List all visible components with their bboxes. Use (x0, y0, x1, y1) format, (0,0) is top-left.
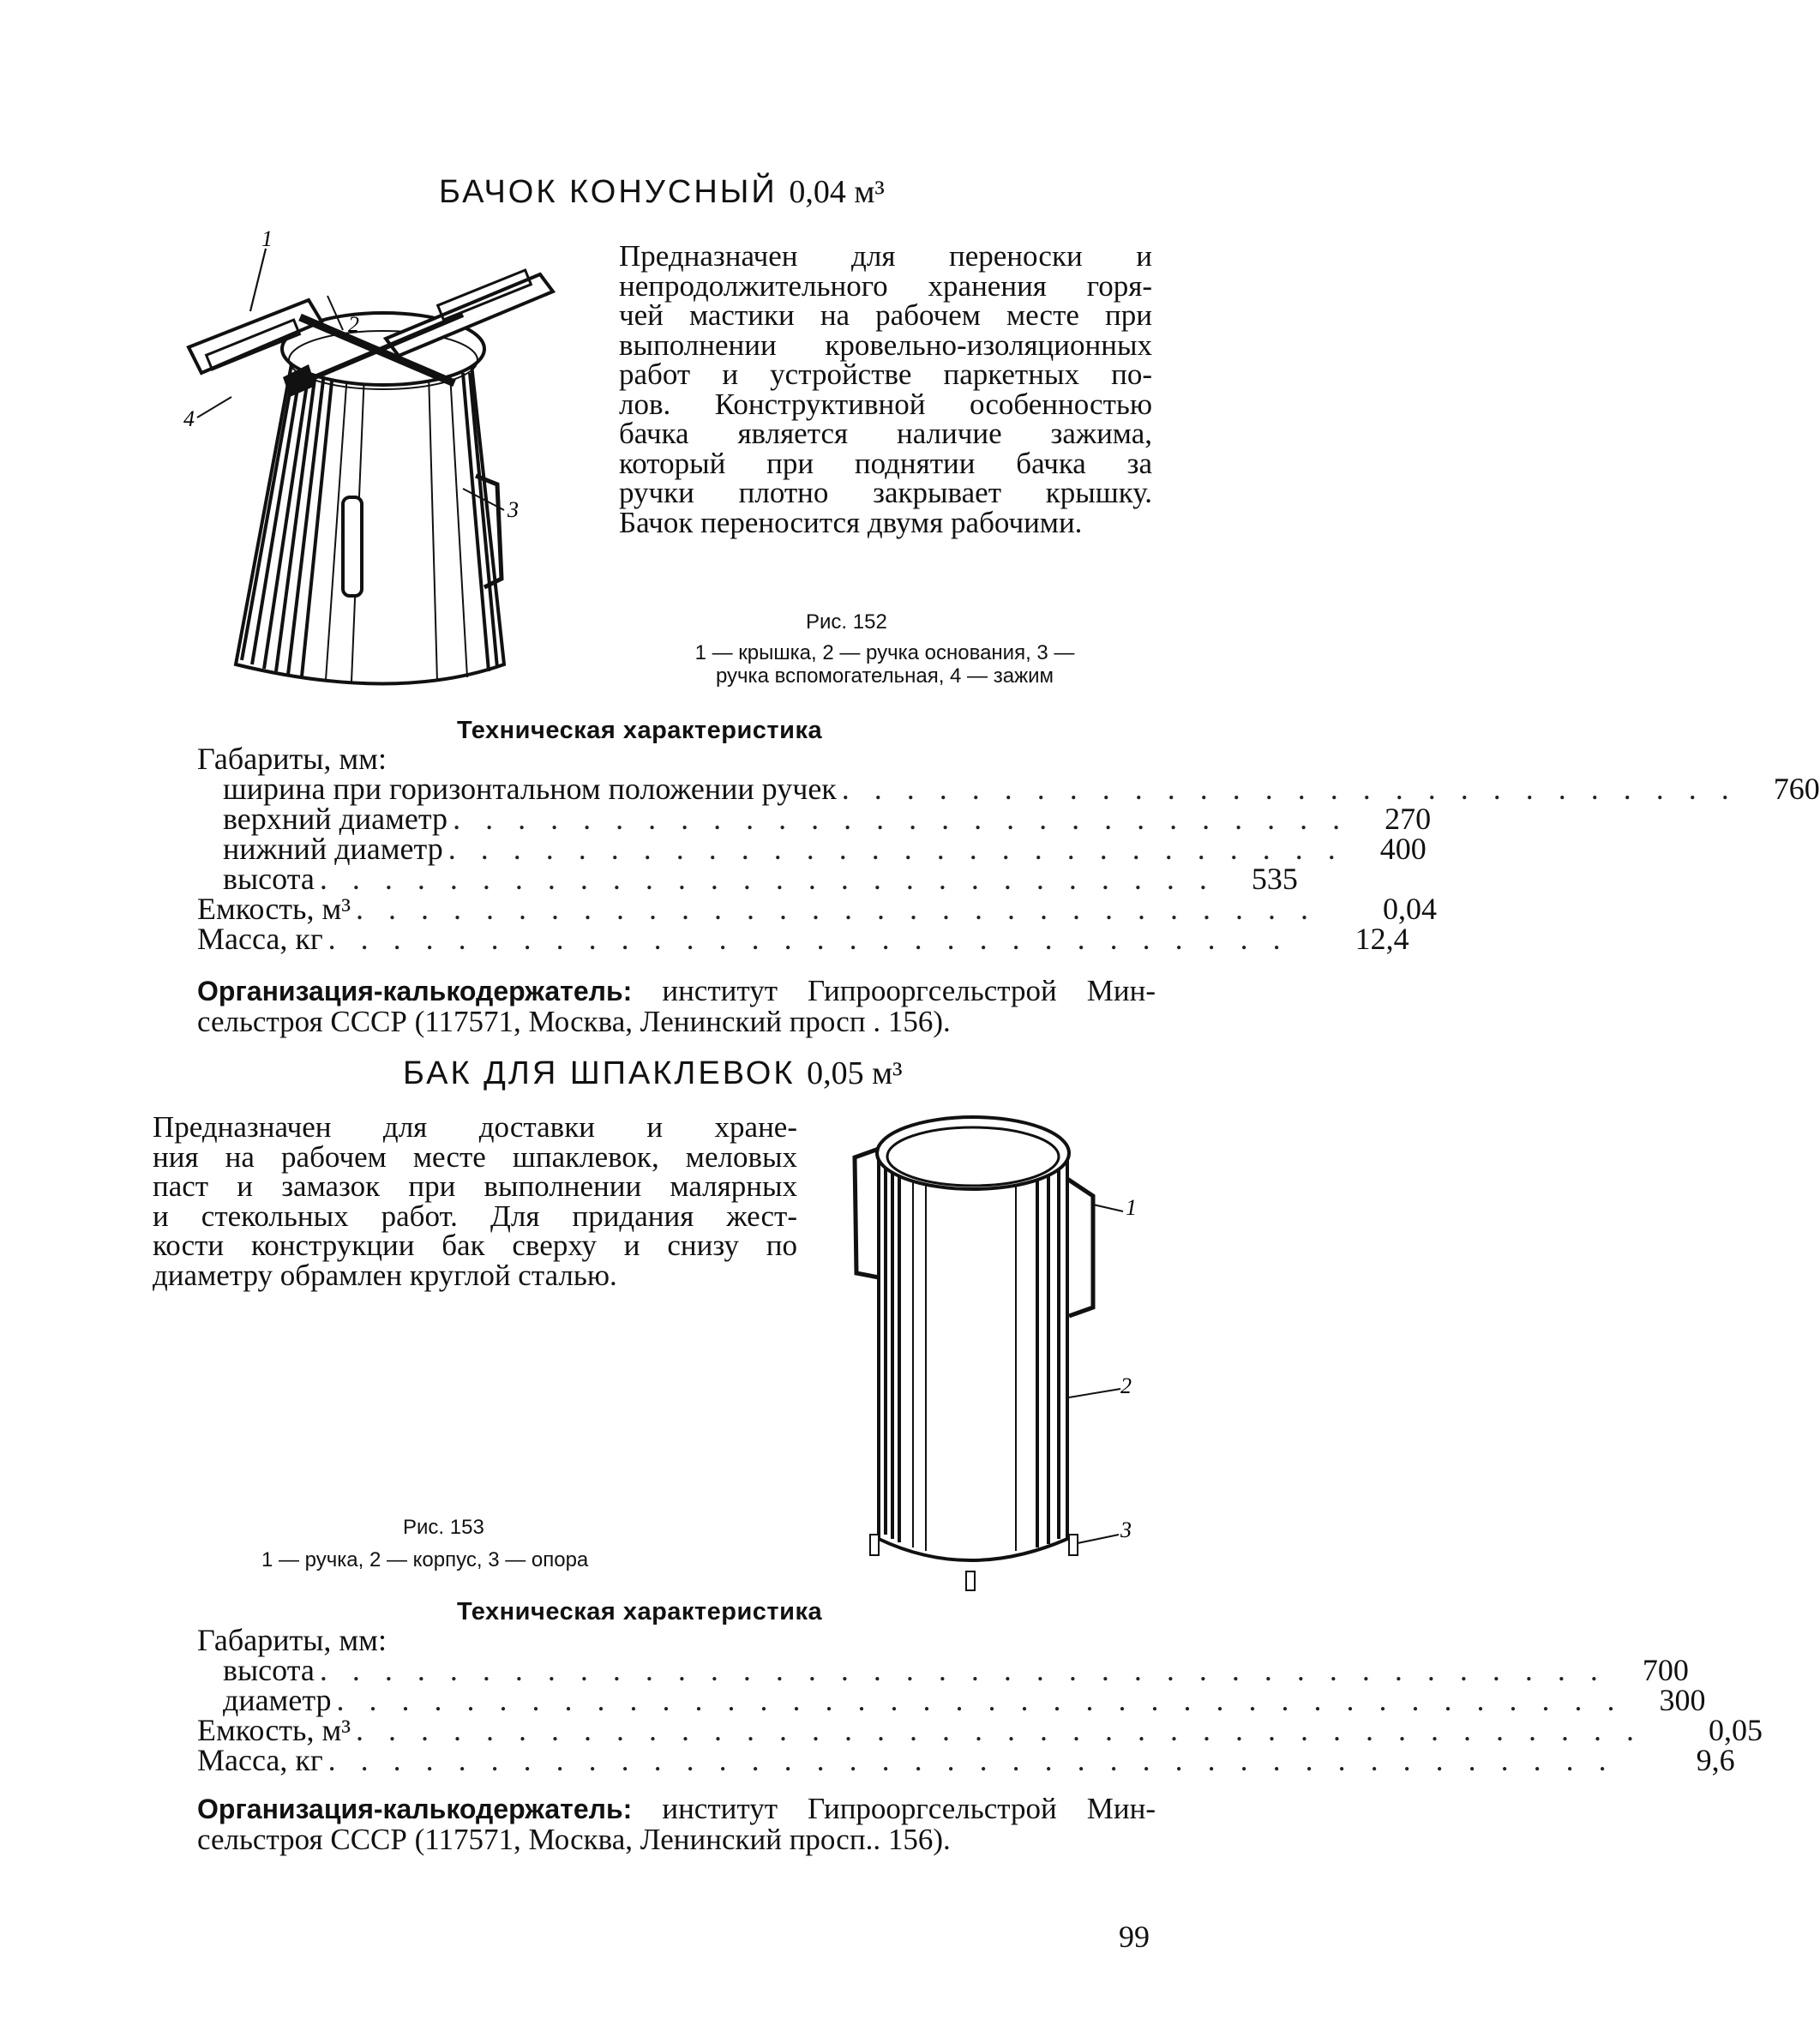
spec-value: 0,04 (1383, 892, 1438, 926)
section2-desc-line: кости конструкции бак сверху и снизу по (153, 1229, 797, 1262)
spec-row (197, 1683, 1706, 1717)
spec-leader: . . . . . . . . . . . . . . . . . . . . . . . . . . . . . . . . . . . . . . . . (327, 1743, 1615, 1777)
spec-value: 700 (1642, 1653, 1689, 1687)
specs-group-label: Габариты, мм: (197, 1623, 387, 1657)
section1-title-text: БАЧОК КОНУСНЫЙ (439, 174, 778, 210)
section2-desc-line: ния на рабочем месте шпаклевок, меловых (153, 1139, 797, 1174)
spec-label: верхний диаметр (223, 802, 448, 836)
fig152-caption-line2: ручка вспомогательная, 4 — зажим (715, 664, 1054, 688)
spec-value: 270 (1385, 802, 1432, 836)
section2-spec-heading: Техническая характеристика (457, 1598, 823, 1625)
section2-description (153, 1110, 797, 1292)
section2-desc-line: диаметру обрамлен круглой сталью. (153, 1258, 617, 1292)
section1-org-line1 (197, 976, 1156, 1006)
spec-leader: . . . . . . . . . . . . . . . . . . . . . . . . . . . . . . (327, 922, 1289, 956)
spec-row (197, 1743, 1735, 1777)
spec-leader: . . . . . . . . . . . . . . . . . . . . . . . . . . . . (453, 802, 1349, 836)
spec-label: Емкость, м³ (197, 892, 351, 926)
section1-desc-line: ручки плотно закрывает крышку. (619, 476, 1152, 509)
spec-row (197, 1653, 1689, 1687)
section1-org (197, 976, 1156, 1037)
spec-value: 300 (1659, 1683, 1706, 1717)
section1-description (619, 239, 1152, 539)
section1-desc-line: Предназначен для переноски и (619, 239, 1152, 273)
spec-row (197, 772, 1820, 806)
section1-desc-line: лов. Конструктивной особенностью (619, 387, 1152, 421)
fig152-caption-title: Рис. 152 (806, 610, 887, 634)
spec-row (197, 1713, 1763, 1747)
spec-label: диаметр (223, 1683, 332, 1717)
org-label: Организация-калькодержатель: (197, 1794, 633, 1824)
section1-title (439, 173, 885, 211)
fig153-label-1: 1 (1126, 1195, 1137, 1220)
section1-spec-heading: Техническая характеристика (457, 717, 823, 744)
spec-label: нижний диаметр (223, 832, 443, 866)
figure-152-conical-tank (180, 226, 574, 699)
spec-label: Емкость, м³ (197, 1713, 351, 1747)
spec-value: 9,6 (1696, 1743, 1735, 1777)
org-line1-rest: институт Гипрооргсельстрой Мин- (662, 1792, 1156, 1825)
section1-desc-line: непродолжительного хранения горя- (619, 268, 1152, 303)
spec-label: Масса, кг (197, 1743, 323, 1777)
section1-desc-line: выполнении кровельно-изоляционных (619, 327, 1152, 362)
fig152-label-2: 2 (348, 312, 359, 337)
spec-label: высота (223, 862, 315, 896)
spec-label: Масса, кг (197, 922, 323, 956)
spec-row (197, 862, 1298, 896)
section1-specs (197, 742, 1820, 956)
section2-specs (197, 1623, 1763, 1777)
fig153-caption-title: Рис. 153 (403, 1516, 484, 1539)
spec-leader: . . . . . . . . . . . . . . . . . . . . . . . . . . . . . . (356, 892, 1318, 926)
org-label: Организация-калькодержатель: (197, 976, 633, 1006)
section2-specs-group (197, 1625, 1110, 1655)
section2-org-line1 (197, 1794, 1156, 1824)
spec-leader: . . . . . . . . . . . . . . . . . . . . . . . . . . . . . . . . . . . . . . . . (336, 1683, 1624, 1717)
section1-desc-line: работ и устройстве паркетных по- (619, 358, 1152, 391)
section2-title-volume: 0,05 м³ (807, 1055, 903, 1091)
figure-153-cylindrical-tank (844, 1102, 1153, 1590)
spec-row (197, 832, 1427, 866)
section1-title-volume: 0,04 м³ (789, 174, 885, 210)
section1-specs-group (197, 744, 1110, 774)
spec-row (197, 802, 1432, 836)
section2-org-line2: сельстроя СССР (117571, Москва, Ленинский просп.. 156). (197, 1823, 951, 1856)
fig152-caption (610, 641, 1159, 688)
spec-leader: . . . . . . . . . . . . . . . . . . . . . . . . . . . . (447, 832, 1344, 866)
fig152-label-4: 4 (183, 406, 195, 431)
org-line1-rest: институт Гипрооргсельстрой Мин- (662, 974, 1156, 1007)
spec-value: 535 (1251, 862, 1298, 896)
section2-title (403, 1055, 903, 1092)
spec-label: ширина при горизонтальном положении ручек (223, 772, 837, 806)
spec-value: 760 (1773, 772, 1820, 806)
spec-value: 400 (1379, 832, 1427, 866)
spec-label: высота (223, 1653, 315, 1687)
spec-row (197, 922, 1409, 956)
section1-org-line2: сельстроя СССР (117571, Москва, Ленинский просп . 156). (197, 1005, 951, 1038)
specs-group-label: Габариты, мм: (197, 742, 387, 776)
section1-desc-line: который при поднятии бачка за (619, 446, 1152, 480)
section1-desc-line: Бачок переносится двумя рабочими. (619, 505, 1083, 539)
fig152-caption-line1: 1 — крышка, 2 — ручка основания, 3 — (694, 641, 1075, 664)
fig153-label-2: 2 (1120, 1373, 1132, 1398)
spec-value: 0,05 (1709, 1713, 1763, 1747)
fig152-label-3: 3 (508, 497, 519, 522)
fig153-caption-line1: 1 — ручка, 2 — корпус, 3 — опора (261, 1548, 589, 1571)
page-number: 99 (1119, 1920, 1150, 1954)
fig152-label-1: 1 (261, 226, 273, 251)
spec-leader: . . . . . . . . . . . . . . . . . . . . . . . . . . . . (319, 862, 1216, 896)
section2-desc-line: Предназначен для доставки и хране- (153, 1110, 797, 1144)
spec-leader: . . . . . . . . . . . . . . . . . . . . . . . . . . . . . . . . . . . . . . . . (319, 1653, 1607, 1687)
section1-desc-line: бачка является наличие зажима, (619, 417, 1152, 450)
section2-desc-line: и стекольных работ. Для придания жест- (153, 1199, 797, 1233)
spec-row (197, 892, 1438, 926)
section2-desc-line: паст и замазок при выполнении малярных (153, 1169, 797, 1203)
spec-leader: . . . . . . . . . . . . . . . . . . . . . . . . . . . . . . . . . . . . . . . . (356, 1713, 1643, 1747)
section2-title-text: БАК ДЛЯ ШПАКЛЕВОК (403, 1055, 796, 1091)
fig153-label-3: 3 (1120, 1517, 1132, 1542)
section2-org (197, 1794, 1156, 1855)
spec-value: 12,4 (1354, 922, 1409, 956)
section1-desc-line: чей мастики на рабочем месте при (619, 298, 1152, 332)
spec-leader: . . . . . . . . . . . . . . . . . . . . . . . . . . . . (841, 772, 1738, 806)
